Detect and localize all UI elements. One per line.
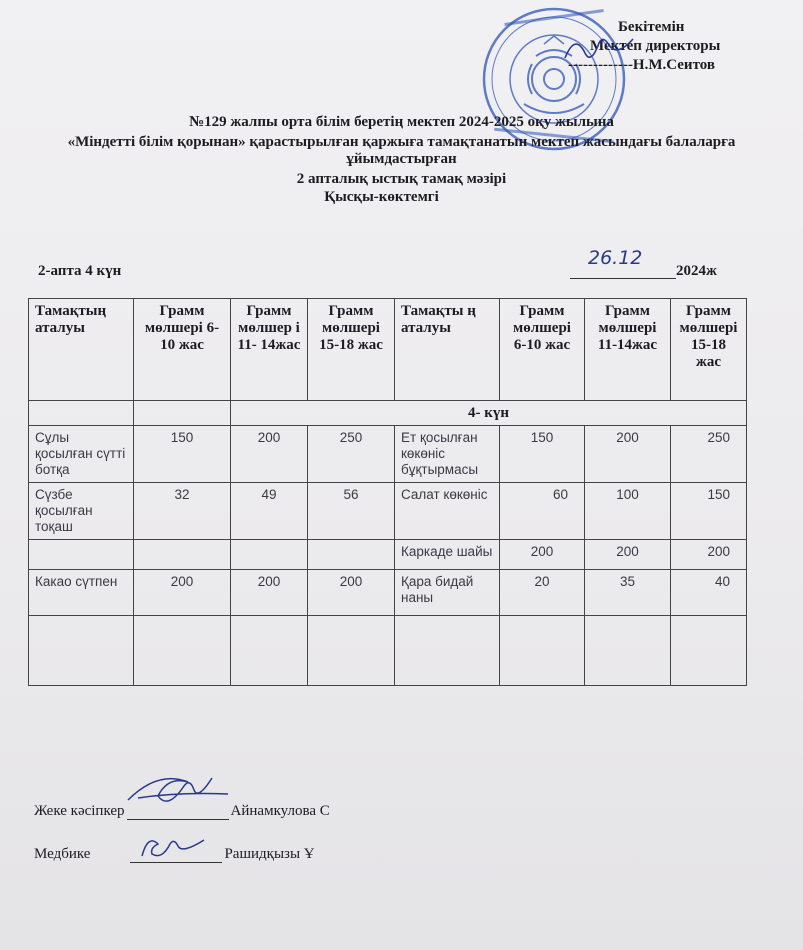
table-row	[29, 426, 747, 483]
qty-cell: 250	[671, 426, 747, 483]
qty-cell: 150	[134, 426, 231, 483]
qty-cell: 200	[585, 540, 671, 570]
qty-cell	[134, 616, 231, 686]
qty-cell	[308, 540, 395, 570]
nurse-label: Медбике	[34, 846, 91, 862]
table-header-row	[29, 299, 747, 401]
qty-cell: 200	[308, 570, 395, 616]
header-cell: Грамм мөлшері 15-18 жас	[308, 299, 395, 401]
qty-cell	[308, 616, 395, 686]
handwritten-date: 26.12	[588, 247, 643, 269]
day-spacer-cell	[134, 401, 231, 426]
header-cell: Тамақты ң аталуы	[395, 299, 500, 401]
qty-cell: 32	[134, 483, 231, 540]
header-cell: Грамм мөлшері 15-18 жас	[671, 299, 747, 401]
qty-cell: 250	[308, 426, 395, 483]
qty-cell: 60	[500, 483, 585, 540]
qty-cell: 150	[500, 426, 585, 483]
title-line-3: ұйымдастырған	[346, 151, 457, 167]
header-cell: Грамм мөлшері 11-14жас	[585, 299, 671, 401]
qty-cell	[671, 616, 747, 686]
dish-cell	[29, 540, 134, 570]
qty-cell: 40	[671, 570, 747, 616]
table-row	[29, 616, 747, 686]
qty-cell	[134, 540, 231, 570]
qty-cell: 200	[585, 426, 671, 483]
approval-line-3: -------------Н.М.Сеитов	[568, 57, 715, 73]
table-row	[29, 540, 747, 570]
dish-cell: Қара бидай наны	[395, 570, 500, 616]
header-cell: Тамақтың аталуы	[29, 299, 134, 401]
qty-cell: 35	[585, 570, 671, 616]
day-label: 4- күн	[231, 401, 747, 426]
qty-cell: 200	[231, 426, 308, 483]
menu-table	[28, 298, 747, 686]
approval-line-2: Мектеп директоры	[590, 38, 721, 54]
qty-cell: 56	[308, 483, 395, 540]
approval-line-1: Бекітемін	[618, 19, 685, 35]
entrepreneur-label: Жеке кәсіпкер	[34, 803, 125, 819]
dish-cell: Сүзбе қосылған тоқаш	[29, 483, 134, 540]
header-cell: Грамм мөлшері 6-10 жас	[134, 299, 231, 401]
qty-cell	[231, 540, 308, 570]
qty-cell: 49	[231, 483, 308, 540]
year-label: 2024ж	[676, 263, 717, 279]
dish-cell	[29, 616, 134, 686]
entrepreneur-name: Айнамкулова С	[230, 803, 330, 819]
day-row	[29, 401, 747, 426]
qty-cell: 20	[500, 570, 585, 616]
entrepreneur-signature-icon	[118, 770, 238, 820]
dish-cell: Сұлы қосылған сүтті ботқа	[29, 426, 134, 483]
day-spacer-cell	[29, 401, 134, 426]
qty-cell: 100	[585, 483, 671, 540]
dish-cell: Ет қосылған көкөніс бұқтырмасы	[395, 426, 500, 483]
qty-cell	[585, 616, 671, 686]
qty-cell: 200	[134, 570, 231, 616]
header-cell: Грамм мөлшері 6-10 жас	[500, 299, 585, 401]
qty-cell	[231, 616, 308, 686]
qty-cell	[500, 616, 585, 686]
header-cell: Грамм мөлшер і 11- 14жас	[231, 299, 308, 401]
director-signature-icon	[560, 28, 640, 68]
table-row	[29, 570, 747, 616]
title-line-4: 2 апталық ыстық тамақ мәзірі	[296, 171, 507, 187]
title-line-1: №129 жалпы орта білім беретің мектеп 2024-2025 оқу жылына	[189, 114, 614, 130]
qty-cell: 150	[671, 483, 747, 540]
week-day-label: 2-апта 4 күн	[38, 263, 122, 279]
qty-cell: 200	[231, 570, 308, 616]
dish-cell: Каркаде шайы	[395, 540, 500, 570]
dish-cell: Салат көкөніс	[395, 483, 500, 540]
nurse-name: Рашидқызы Ұ	[224, 846, 315, 862]
nurse-signature-icon	[136, 830, 216, 864]
table-row	[29, 483, 747, 540]
title-line-2: «Міндетті білім қорынан» қарастырылған қаржыға тамақтанатын мектеп жасындағы балаларға	[67, 134, 736, 150]
title-line-5: Қысқы-көктемгі	[324, 189, 439, 205]
dish-cell	[395, 616, 500, 686]
dish-cell: Какао сүтпен	[29, 570, 134, 616]
qty-cell: 200	[500, 540, 585, 570]
qty-cell: 200	[671, 540, 747, 570]
